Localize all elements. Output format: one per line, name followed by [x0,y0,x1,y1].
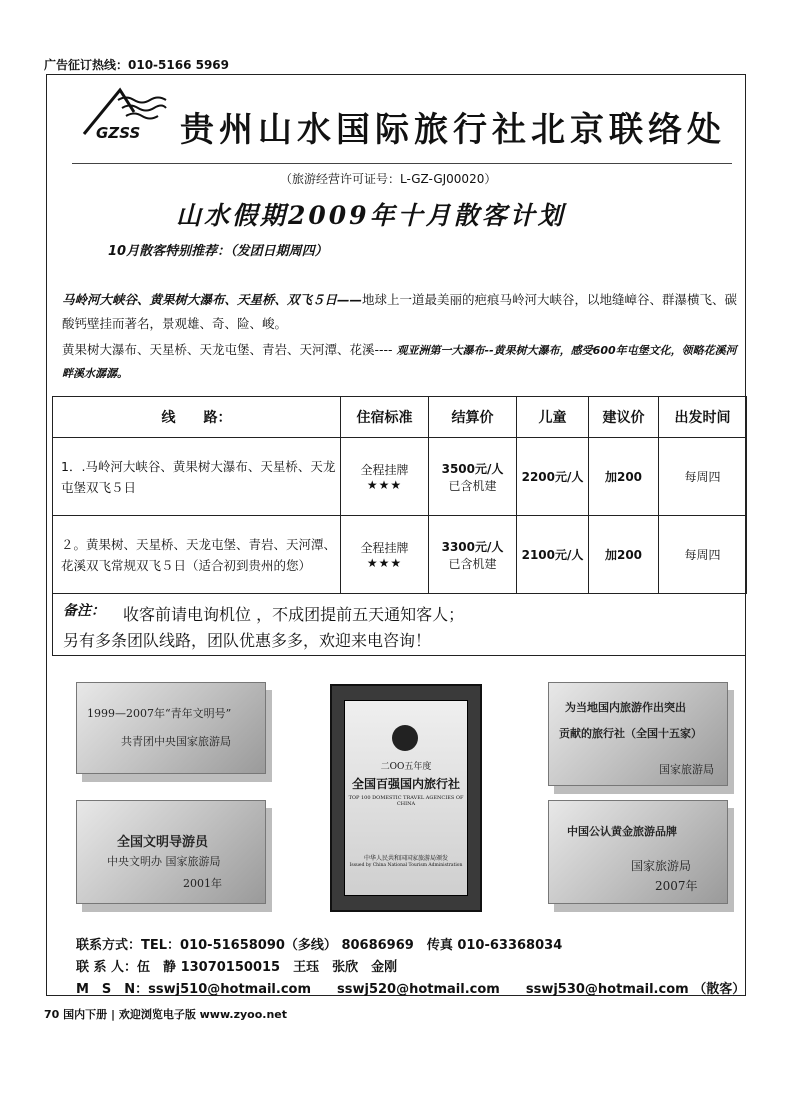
price-value: 3500元/人 [441,461,504,476]
intro-desc-2: 观亚洲第一大瀑布--黄果树大瀑布，感受600年屯堡文化，领略花溪河畔溪水潺潺。 [62,344,737,380]
child-price: 2100元/人 [517,516,589,594]
plaque-subtitle: TOP 100 DOMESTIC TRAVEL AGENCIES OF CHINA [348,795,464,807]
route-name: ２。黄果树、天星桥、天龙屯堡、青岩、天河潭、花溪双飞常规双飞５日（适合初到贵州的您） [53,516,341,594]
award-year: 2001年 [183,877,222,890]
plaque-panel [344,700,468,896]
table-row [53,516,747,594]
route-name: 1．.马岭河大峡谷、黄果树大瀑布、天星桥、天龙屯堡双飞５日 [53,438,341,516]
contact-msn: M S N：sswj510@hotmail.com sswj520@hotmail.com sswj530@hotmail.com （散客） [76,982,746,997]
col-route: 线 路： [53,397,341,438]
intro-paragraph-1 [62,288,742,336]
note-label: 备注： [63,603,105,619]
price-note: 已含机建 [448,478,497,493]
table-row [53,438,747,516]
award-title: 1999—2007年“青年文明号” [87,707,232,720]
price-note: 已含机建 [448,556,497,571]
suggested-price: 加200 [589,438,659,516]
company-logo [74,82,170,144]
settle-price [429,438,517,516]
hotel-label: 全程挂牌 [360,463,409,477]
departure: 每周四 [659,516,747,594]
emblem-icon [392,725,418,751]
plan-title: 山水假期2009年十月散客计划 [176,201,566,230]
col-depart: 出发时间 [659,397,747,438]
price-value: 3300元/人 [441,539,504,554]
page-footer: 70 国内下册 | 欢迎浏览电子版 www.zyoo.net [44,1008,288,1021]
note-line-2: 另有多条团队线路，团队优惠多多，欢迎来电咨询！ [63,631,432,650]
child-price: 2200元/人 [517,438,589,516]
intro-route-2: 黄果树大瀑布、天星桥、天龙屯堡、青岩、天河潭、花溪---- [62,342,393,357]
top100-plaque [330,684,482,912]
logo-text: GZSS [96,124,141,142]
table-header-row [53,397,747,438]
suggested-price: 加200 [589,516,659,594]
award-civilized-guide [76,800,266,904]
col-suggest: 建议价 [589,397,659,438]
company-name: 贵州山水国际旅行社北京联络处 [180,110,726,150]
note-line-1: 收客前请电询机位 ，不成团提前五天通知客人； [123,605,465,624]
route-table [52,396,747,594]
promo-heading: 10月散客特别推荐：（发团日期周四） [108,244,328,259]
award-line-1: 为当地国内旅游作出突出 [565,701,686,714]
award-title: 全国文明导游员 [117,835,209,850]
intro-desc-1: 地球上一道最美丽的疤痕马岭河大峡谷，以地缝嶂谷、群瀑横飞、碳酸钙壁挂而著名，景观雄、奇、险、峻。 [62,292,738,331]
award-golden-brand [548,800,728,904]
settle-price [429,516,517,594]
hotel-standard [341,438,429,516]
award-title: 中国公认黄金旅游品牌 [567,825,677,838]
hotel-label: 全程挂牌 [360,541,409,555]
plaque-issuer-en: Issued by China National Tourism Administration [349,863,463,868]
plaque-issuer: 中华人民共和国国家旅游局颁发 [363,855,448,862]
plaque-title: 全国百强国内旅行社 [351,777,460,791]
col-child: 儿童 [517,397,589,438]
award-org: 共青团中央国家旅游局 [121,735,231,748]
award-domestic-contribution [548,682,728,786]
col-hotel: 住宿标准 [341,397,429,438]
license-number: （旅游经营许可证号：L-GZ-GJ00020） [280,172,497,186]
award-line-2: 贡献的旅行社（全国十五家） [559,727,702,740]
star-rating: ★★★ [366,556,403,570]
award-org: 国家旅游局 [631,859,692,873]
departure: 每周四 [659,438,747,516]
ad-hotline: 广告征订热线：010-5166 5969 [44,58,230,72]
star-rating: ★★★ [366,478,403,492]
hotel-standard [341,516,429,594]
award-year: 2007年 [655,879,698,893]
intro-route-1: 马岭河大峡谷、黄果树大瀑布、天星桥、双飞５日—— [62,292,363,307]
plaque-year: 二OO五年度 [380,762,432,772]
award-org: 国家旅游局 [659,763,714,776]
contact-people: 联 系 人：伍 静 13070150015 王珏 张欣 金刚 [76,960,398,975]
note-box [52,594,746,656]
award-org: 中央文明办 国家旅游局 [107,855,221,868]
header-divider [72,163,732,164]
intro-paragraph-2 [62,339,742,385]
award-youth-civilization [76,682,266,774]
col-price: 结算价 [429,397,517,438]
contact-phone: 联系方式：TEL：010-51658090（多线） 80686969 传真 010-63368034 [76,938,563,953]
